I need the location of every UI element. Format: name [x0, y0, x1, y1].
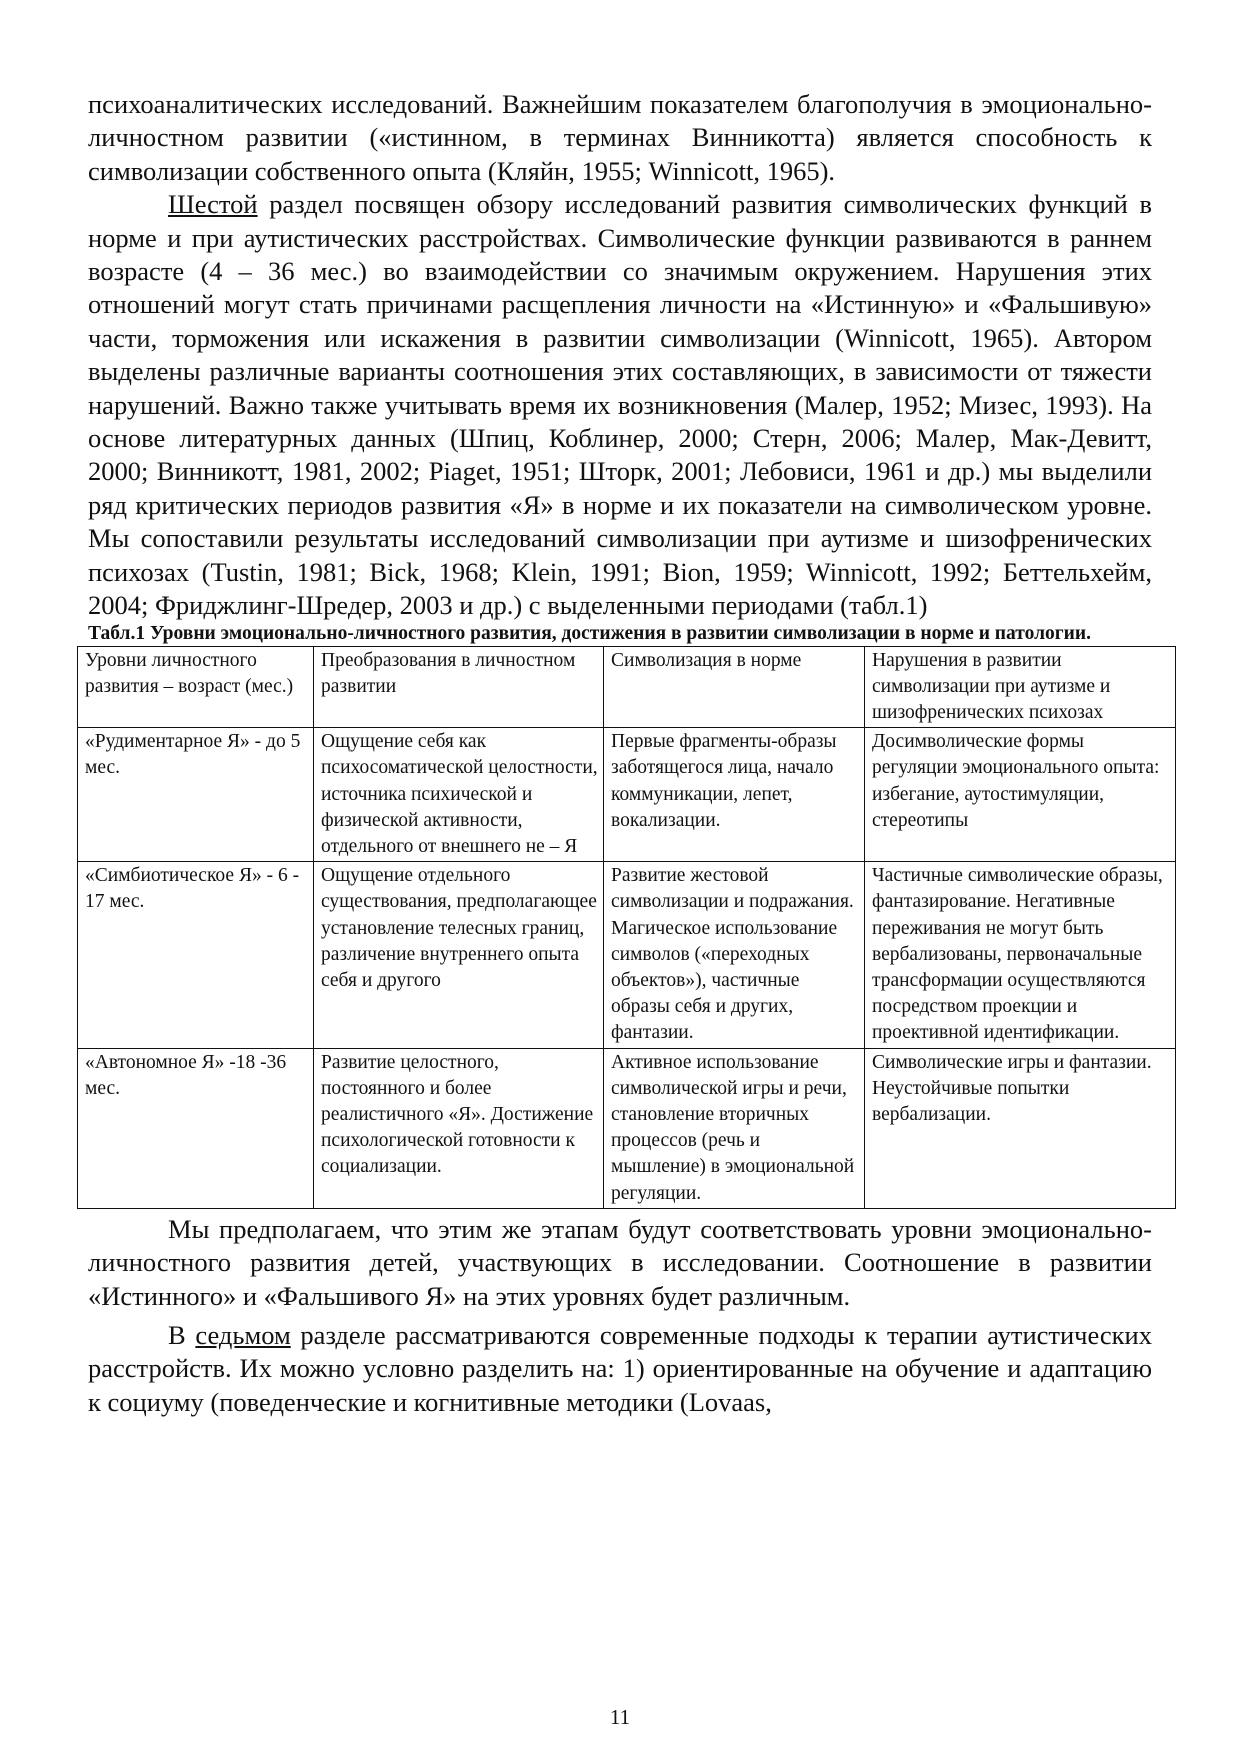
paragraph-section-seven-lead: В	[168, 1319, 196, 1350]
table-cell: Частичные символические образы, фантазирование. Негативные переживания не могут быть вербализованы, первоначальные трансформации осуществляются посредством проекции и проективной идентификации.	[865, 862, 1176, 1048]
paragraph-section-six	[88, 188, 1152, 622]
paragraph-hypothesis: Мы предполагаем, что этим же этапам будут соответствовать уровни эмоционально-личностного развития детей, участвующих в исследовании. Соотношение в развитии «Истинного» и «Фальшивого Я» на этих уровнях будет различным.	[88, 1213, 1152, 1311]
table-header-row	[78, 646, 1176, 728]
table-cell: «Рудиментарное Я» - до 5 мес.	[78, 728, 314, 862]
table-cell: Развитие жестовой символизации и подражания. Магическое использование символов («переходных объектов»), частичные образы себя и других, фантазии.	[604, 862, 865, 1048]
paragraph-section-six-text: раздел посвящен обзору исследований развития символических функций в норме и при аутистических расстройствах. Символические функции развиваются в раннем возрасте (4 – 36 мес.) во взаимодействии со значимым окружением. Нарушения этих отношений могут стать причинами расщепления личности на «Истинную» и «Фальшивую» части, торможения или искажения в развитии символизации (Winnicott, 1965). Автором выделены различные варианты соотношения этих составляющих, в зависимости от тяжести нарушений. Важно также учитывать время их возникновения (Малер, 1952; Мизес, 1993). На основе литературных данных (Шпиц, Коблинер, 2000; Стерн, 2006; Малер, Мак-Девитт, 2000; Винникотт, 1981, 2002; Piaget, 1951; Шторк, 2001; Лебовиси, 1961 и др.) мы выделили ряд критических периодов развития «Я» в норме и их показатели на символическом уровне. Мы сопоставили результаты исследований символизации при аутизме и шизофренических психозах (Tustin, 1981; Bick, 1968; Klein, 1991; Bion, 1959; Winnicott, 1992; Беттельхейм, 2004; Фриджлинг-Шредер, 2003 и др.) с выделенными периодами (табл.1)	[88, 189, 1152, 621]
table-caption: Табл.1 Уровни эмоционально-личностного развития, достижения в развитии символизации в норме и патологии.	[88, 622, 1091, 644]
symbolization-table	[77, 646, 1176, 1209]
header-symbolization-norm: Символизация в норме	[604, 646, 865, 728]
table-row	[78, 862, 1176, 1048]
table-cell: Активное использование символической игры и речи, становление вторичных процессов (речь и мышление) в эмоциональной регуляции.	[604, 1048, 865, 1208]
underlined-word-sixth: Шестой	[168, 189, 258, 220]
table-cell: Ощущение отдельного существования, предполагающее установление телесных границ, различение внутреннего опыта себя и другого	[314, 862, 604, 1048]
table-cell: «Симбиотическое Я» - 6 - 17 мес.	[78, 862, 314, 1048]
table-cell: «Автономное Я» -18 -36 мес.	[78, 1048, 314, 1208]
table-cell: Ощущение себя как психосоматической целостности, источника психической и физической активности, отдельного от внешнего не – Я	[314, 728, 604, 862]
table-row	[78, 728, 1176, 862]
paragraph-section-seven-text: разделе рассматриваются современные подходы к терапии аутистических расстройств. Их можно условно разделить на: 1) ориентированные на обучение и адаптацию к социуму (поведенческие и когнитивные методики (Lovaas,	[88, 1319, 1152, 1417]
header-symbolization-disorders: Нарушения в развитии символизации при аутизме и шизофренических психозах	[865, 646, 1176, 728]
table-cell: Развитие целостного, постоянного и более реалистичного «Я». Достижение психологической готовности к социализации.	[314, 1048, 604, 1208]
table-row	[78, 1048, 1176, 1208]
table-cell: Первые фрагменты-образы заботящегося лица, начало коммуникации, лепет, вокализации.	[604, 728, 865, 862]
paragraph-section-seven	[88, 1319, 1152, 1419]
table-cell: Символические игры и фантазии. Неустойчивые попытки вербализации.	[865, 1048, 1176, 1208]
underlined-word-seventh: седьмом	[195, 1319, 291, 1350]
paragraph-intro: психоаналитических исследований. Важнейшим показателем благополучия в эмоционально-личностном развитии («истинном, в терминах Винникотта) является способность к символизации собственного опыта (Кляйн, 1955; Winnicott, 1965).	[88, 89, 1152, 186]
table-cell: Досимволические формы регуляции эмоционального опыта: избегание, аутостимуляции, стереотипы	[865, 728, 1176, 862]
page-number: 11	[609, 1705, 631, 1729]
header-transformations: Преобразования в личностном развитии	[314, 646, 604, 728]
document-page	[85, 88, 1163, 1419]
header-level-age: Уровни личностного развития – возраст (мес.)	[78, 646, 314, 728]
